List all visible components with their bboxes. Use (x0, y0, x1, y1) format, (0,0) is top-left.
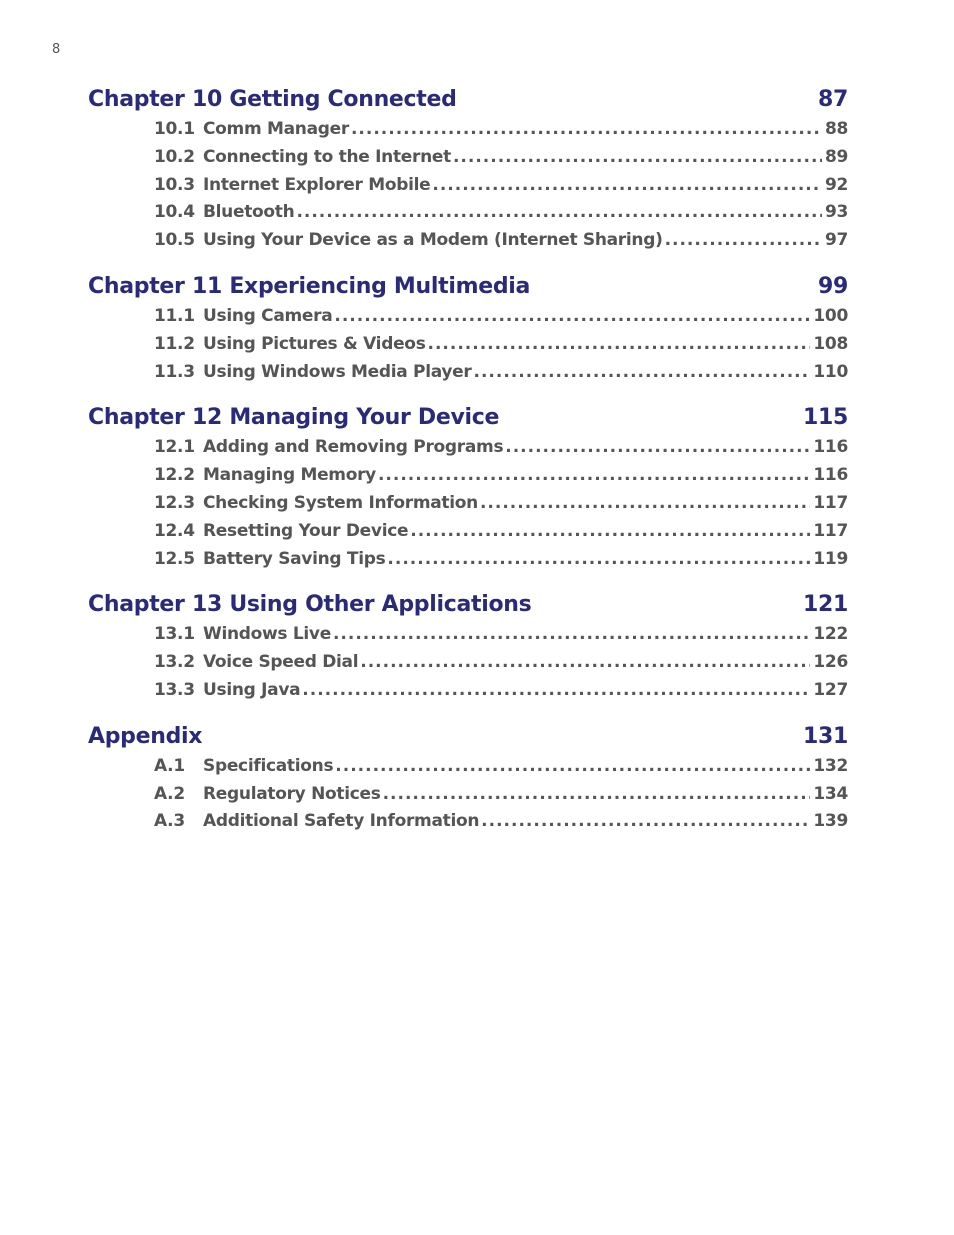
section-page-number: 116 (813, 437, 848, 458)
section-title: Specifications (203, 755, 334, 776)
section-title: Voice Speed Dial (203, 652, 359, 673)
section-title: Using Windows Media Player (203, 361, 472, 382)
section-title: Regulatory Notices (203, 783, 381, 804)
section-page-number: 132 (813, 755, 848, 776)
section-number: 13.3 (154, 679, 195, 700)
section-page-number: 108 (813, 333, 848, 354)
dot-leader (665, 227, 822, 255)
table-of-contents (88, 84, 848, 852)
dot-leader (480, 490, 810, 518)
toc-entry[interactable] (154, 677, 848, 705)
dot-leader (360, 649, 810, 677)
toc-chapter (88, 271, 848, 386)
section-title: Connecting to the Internet (203, 146, 451, 167)
section-page-number: 88 (824, 119, 848, 139)
section-title: Adding and Removing Programs (203, 437, 504, 458)
section-page-number: 126 (813, 652, 848, 673)
section-number: 11.1 (154, 305, 195, 326)
dot-leader (428, 331, 811, 359)
toc-entry[interactable] (154, 518, 848, 546)
toc-chapter (88, 402, 848, 573)
section-title: Battery Saving Tips (203, 548, 386, 569)
section-page-number: 117 (813, 520, 848, 541)
section-list (88, 621, 848, 704)
dot-leader (481, 808, 810, 836)
section-number: 13.2 (154, 652, 195, 673)
section-number: 10.1 (154, 119, 195, 139)
section-number: 11.3 (154, 361, 195, 382)
section-list (88, 303, 848, 386)
section-page-number: 97 (824, 230, 848, 251)
chapter-heading[interactable] (88, 402, 848, 434)
dot-leader (378, 462, 810, 490)
chapter-heading[interactable] (88, 589, 848, 621)
toc-entry[interactable] (154, 144, 848, 172)
toc-entry[interactable] (154, 331, 848, 359)
dot-leader (410, 518, 810, 546)
dot-leader (387, 546, 810, 574)
section-page-number: 89 (824, 146, 848, 167)
section-title: Comm Manager (203, 119, 349, 139)
section-page-number: 93 (824, 202, 848, 223)
dot-leader (334, 303, 810, 331)
dot-leader (335, 753, 810, 781)
section-page-number: 100 (813, 305, 848, 326)
section-page-number: 139 (813, 811, 848, 832)
toc-entry[interactable] (154, 621, 848, 649)
section-number: 12.5 (154, 548, 195, 569)
section-number: 10.2 (154, 146, 195, 167)
section-number: 12.2 (154, 465, 195, 486)
dot-leader (302, 677, 810, 705)
dot-leader (296, 199, 822, 227)
chapter-heading[interactable] (88, 271, 848, 303)
section-title: Using Your Device as a Modem (Internet Sharing) (203, 230, 663, 251)
chapter-heading[interactable] (88, 84, 848, 116)
section-title: Managing Memory (203, 465, 376, 486)
toc-entry[interactable] (154, 781, 848, 809)
dot-leader (351, 116, 822, 144)
toc-entry[interactable] (154, 227, 848, 255)
chapter-title: Appendix (88, 723, 203, 749)
section-title: Internet Explorer Mobile (203, 174, 431, 195)
section-number: 11.2 (154, 333, 195, 354)
toc-entry[interactable] (154, 303, 848, 331)
section-page-number: 92 (824, 174, 848, 195)
toc-entry[interactable] (154, 649, 848, 677)
chapter-page-number: 131 (802, 723, 848, 749)
toc-entry[interactable] (154, 199, 848, 227)
chapter-page-number: 99 (817, 273, 848, 299)
dot-leader (473, 359, 810, 387)
section-list (88, 434, 848, 573)
section-number: 12.4 (154, 520, 195, 541)
toc-entry[interactable] (154, 462, 848, 490)
section-title: Using Pictures & Videos (203, 333, 426, 354)
toc-entry[interactable] (154, 753, 848, 781)
chapter-page-number: 115 (802, 405, 848, 431)
section-page-number: 119 (813, 548, 848, 569)
section-title: Additional Safety Information (203, 811, 480, 832)
dot-leader (432, 172, 822, 200)
toc-chapter (88, 589, 848, 704)
toc-entry[interactable] (154, 490, 848, 518)
section-page-number: 134 (813, 783, 848, 804)
toc-entry[interactable] (154, 808, 848, 836)
section-number: 10.4 (154, 202, 195, 223)
toc-chapter (88, 84, 848, 255)
section-page-number: 110 (813, 361, 848, 382)
section-title: Bluetooth (203, 202, 295, 223)
section-page-number: 116 (813, 465, 848, 486)
section-page-number: 127 (813, 679, 848, 700)
dot-leader (383, 781, 811, 809)
section-page-number: 117 (813, 492, 848, 513)
section-title: Using Java (203, 679, 301, 700)
section-number: A.1 (154, 755, 185, 776)
toc-entry[interactable] (154, 434, 848, 462)
section-number: 12.3 (154, 492, 195, 513)
section-title: Resetting Your Device (203, 520, 409, 541)
section-number: 13.1 (154, 624, 195, 645)
section-page-number: 122 (813, 624, 848, 645)
toc-entry[interactable] (154, 116, 848, 144)
page-number: 8 (52, 42, 61, 57)
dot-leader (505, 434, 810, 462)
chapter-title: Chapter 10 Getting Connected (88, 87, 457, 112)
section-number: 10.3 (154, 174, 195, 195)
toc-chapter (88, 721, 848, 836)
section-number: A.2 (154, 783, 185, 804)
section-number: A.3 (154, 811, 185, 832)
chapter-page-number: 87 (817, 87, 848, 112)
toc-entry[interactable] (154, 172, 848, 200)
section-title: Windows Live (203, 624, 331, 645)
chapter-page-number: 121 (802, 592, 848, 618)
chapter-title: Chapter 11 Experiencing Multimedia (88, 273, 531, 299)
section-title: Checking System Information (203, 492, 478, 513)
dot-leader (333, 621, 810, 649)
section-list (88, 116, 848, 255)
toc-entry[interactable] (154, 546, 848, 574)
section-title: Using Camera (203, 305, 333, 326)
dot-leader (453, 144, 822, 172)
chapter-heading[interactable] (88, 721, 848, 753)
chapter-title: Chapter 12 Managing Your Device (88, 405, 500, 431)
section-list (88, 753, 848, 836)
section-number: 12.1 (154, 437, 195, 458)
section-number: 10.5 (154, 230, 195, 251)
toc-entry[interactable] (154, 359, 848, 387)
chapter-title: Chapter 13 Using Other Applications (88, 592, 532, 618)
